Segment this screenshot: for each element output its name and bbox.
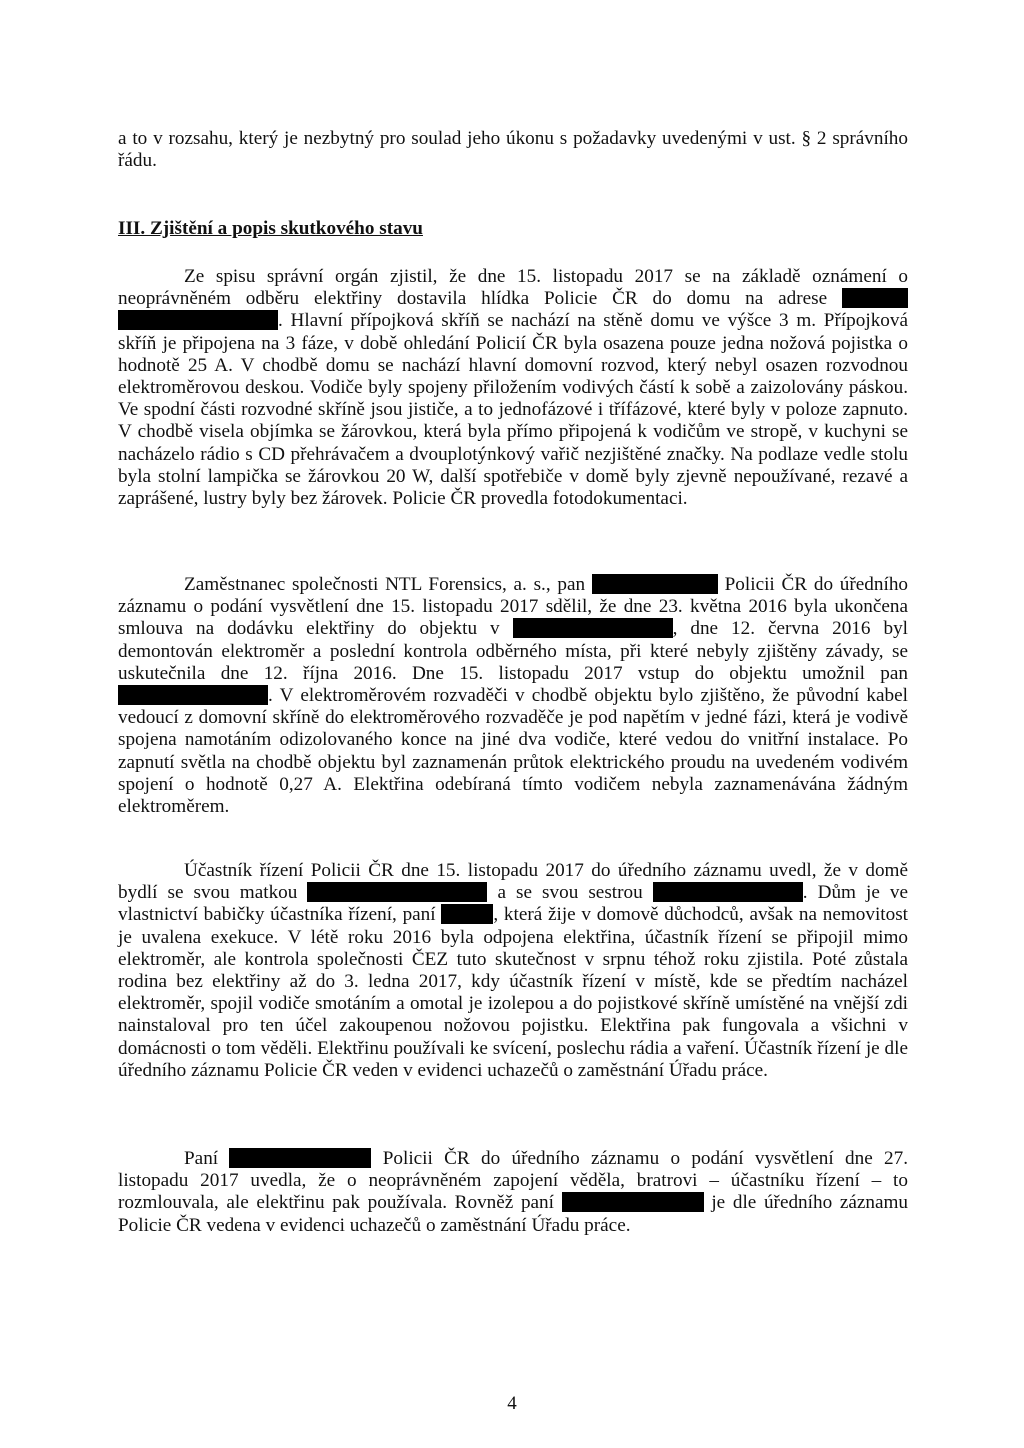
p2-text-a: Zaměstnanec společnosti NTL Forensics, a. s., pan bbox=[184, 574, 586, 595]
redaction-bar bbox=[592, 574, 718, 594]
paragraph-ntl-statement bbox=[118, 574, 908, 818]
page-number: 4 bbox=[507, 1393, 517, 1414]
redaction-bar bbox=[653, 882, 803, 902]
p3-text-c: . Dům je ve vlastnictví babičky účastníka řízení, paní bbox=[118, 882, 909, 926]
p3-text-b: a se svou sestrou bbox=[497, 882, 643, 904]
p3-text-a: Účastník řízení Policii ČR dne 15. listopadu 2017 do úředního záznamu uvedl, že v domě bydlí se svou matkou bbox=[118, 860, 908, 904]
section-heading: III. Zjištění a popis skutkového stavu bbox=[118, 218, 423, 239]
p4-text-c: je dle úředního záznamu Policie ČR vedena v evidenci uchazečů o zaměstnání Úřadu práce. bbox=[118, 1192, 909, 1236]
redaction-bar bbox=[118, 310, 278, 330]
p1-text-b: . Hlavní přípojková skříň se nachází na stěně domu ve výšce 3 m. Přípojková skříň je připojena na 3 fáze, v době ohledání Policií ČR byla osazena pouze jedna nožová pojistka o hodnotě 25 A. V chodbě domu se nachází hlavní domovní rozvod, který nebyl osazen rozvodnou elektroměrovou deskou. Vodiče byly spojeny přiložením vodivých částí k sobě a zaizolovány páskou. Ve spodní části rozvodné skříně jsou jističe, a to jednofázové i třífázové, které byly v poloze zapnuto. V chodbě visela objímka se žárovkou, která byla přímo připojená k vodičům ve stropě, v kuchyni se nacházelo rádio s CD přehrávačem a dvouplotýnkový vařič nezjištěné značky. Na podlaze vedle stolu byla stolní lampička se žárovkou 20 W, další spotřebiče v domě byly zjevně nepoužívané, rezavé a zaprášené, lustry byly bez žárovek. Policie ČR provedla fotodokumentaci. bbox=[118, 310, 908, 510]
p3-text-d: , která žije v domově důchodců, avšak na nemovitost je uvalena exekuce. V létě roku 2016 byla odpojena elektřina, účastník řízení se připojil mimo elektroměr, ale kontrola společnosti ČEZ tuto skutečnost v srpnu téhož roku zjistila. Poté zůstala rodina bez elektřiny až do 3. ledna 2017, kdy účastník řízení v místě, kde se předtím nacházel elektroměr, spojil vodiče smotáním a omotal je izolepou a do pojistkové skříně umístěné na vnější zdi nainstaloval pro ten účel zakoupenou nožovou pojistku. Elektřina pak fungovala a všichni v domácnosti o tom věděli. Elektřinu používali ke svícení, poslechu rádia a vaření. Účastník řízení je dle úředního záznamu Policie ČR veden v evidenci uchazečů o zaměstnání Úřadu práce. bbox=[118, 904, 908, 1081]
p1-text-a: Ze spisu správní orgán zjistil, že dne 15. listopadu 2017 se na základě oznámení o neoprávněném odběru elektřiny dostavila hlídka Policie ČR do domu na adrese bbox=[118, 266, 908, 310]
redaction-bar bbox=[513, 618, 673, 638]
p2-text-b: Policii ČR do úředního záznamu o podání vysvětlení dne 15. listopadu 2017 sdělil, že dne 23. května 2016 byla ukončena smlouva na dodávku elektřiny do objektu v bbox=[118, 574, 909, 640]
redaction-bar bbox=[842, 288, 908, 308]
p4-text-b: Policii ČR do úředního záznamu o podání vysvětlení dne 27. listopadu 2017 uvedla, že o neoprávněném zapojení věděla, bratrovi – účastníku řízení – to rozmlouvala, ale elektřinu pak používala. Rovněž paní bbox=[118, 1148, 908, 1214]
redaction-bar bbox=[307, 882, 487, 902]
redaction-bar bbox=[562, 1192, 704, 1212]
redaction-bar bbox=[118, 685, 268, 705]
p2-text-d: . V elektroměrovém rozvaděči v chodbě objektu bylo zjištěno, že původní kabel vedoucí z domovní skříně do elektroměrového rozvaděče je pod napětím v jedné fázi, která je vodivě spojena namotáním odizolovaného konce na jiné dva vodiče, které vedou do vnitřní instalace. Po zapnutí světla na chodbě objektu byl zaznamenán průtok elektrického proudu na uvedeném vodivém spojení o hodnotě 0,27 A. Elektřina odebíraná tímto vodičem nebyla zaznamenávána žádným elektroměrem. bbox=[118, 685, 908, 818]
p2-text-c: , dne 12. června 2016 byl demontován elektroměr a poslední kontrola odběrného místa, při které nebyly zjištěny závady, se uskutečnila dne 12. října 2016. Dne 15. listopadu 2017 vstup do objektu umožnil pan bbox=[118, 618, 908, 684]
paragraph-sister-statement bbox=[118, 1148, 908, 1237]
intro-paragraph bbox=[118, 128, 908, 172]
p4-text-a: Paní bbox=[184, 1148, 219, 1169]
redaction-bar bbox=[441, 904, 493, 924]
intro-text: a to v rozsahu, který je nezbytný pro soulad jeho úkonu s požadavky uvedenými v ust. § 2 správního řádu. bbox=[118, 128, 908, 172]
paragraph-participant-statement bbox=[118, 860, 908, 1082]
redaction-bar bbox=[229, 1148, 371, 1168]
paragraph-police-findings bbox=[118, 266, 908, 510]
